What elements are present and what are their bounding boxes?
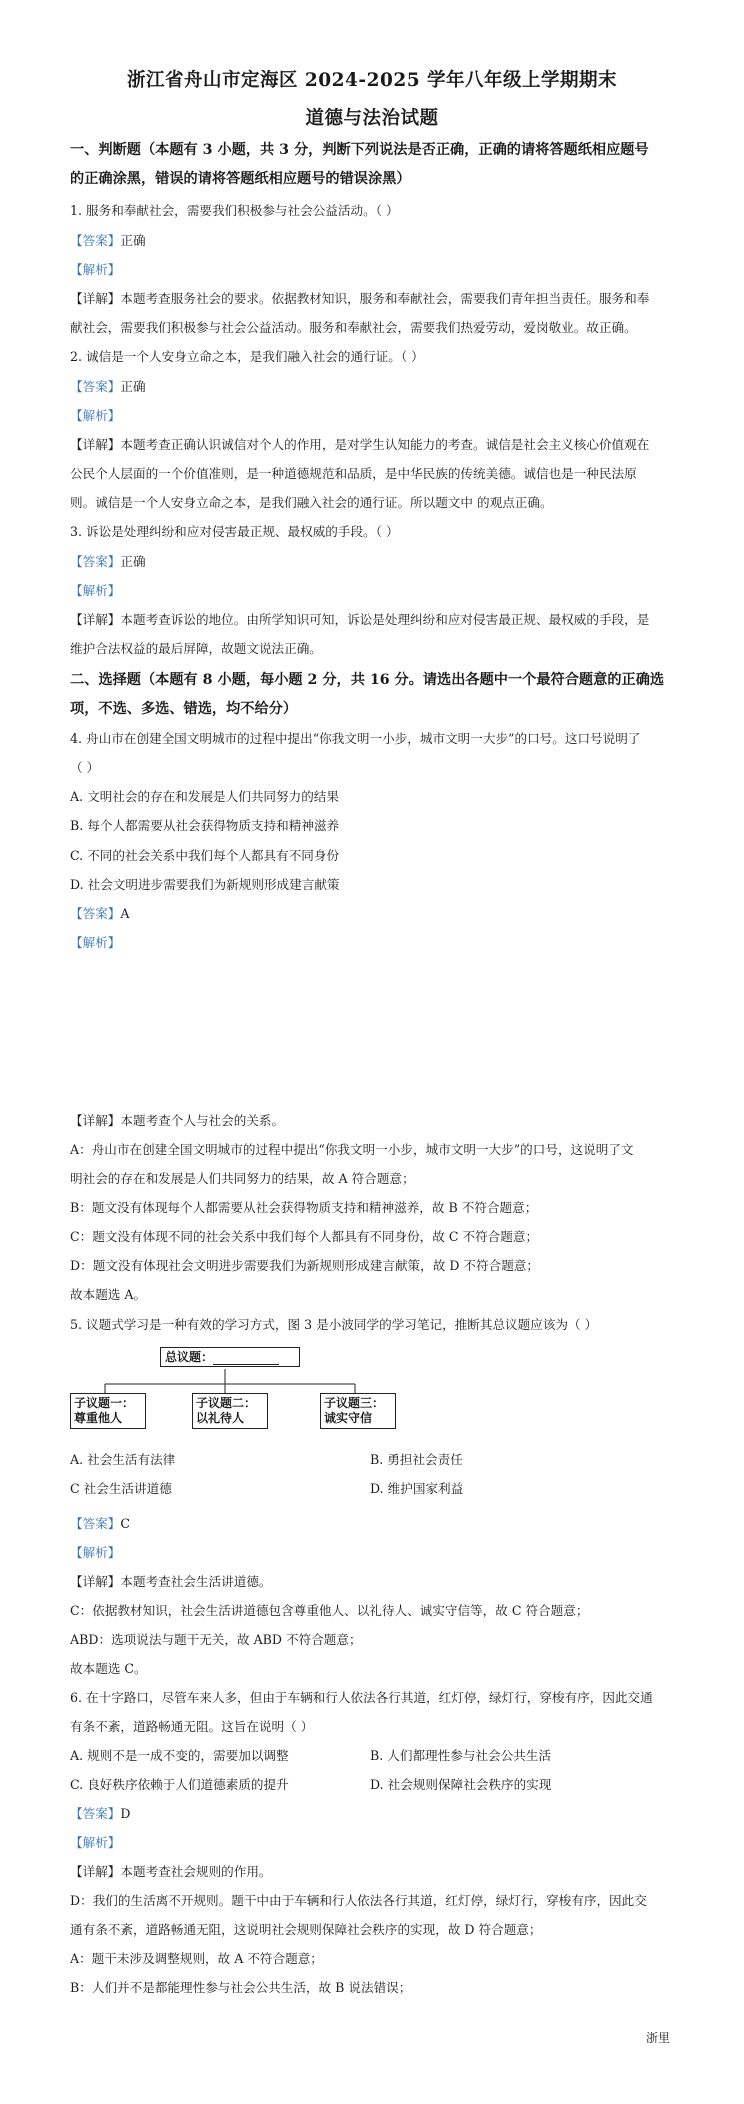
q5-text: 5. 议题式学习是一种有效的学习方式，图 3 是小波同学的学习笔记，推断其总议题应该为（ ） bbox=[70, 1317, 598, 1332]
q4-detail-line2: A：舟山市在创建全国文明城市的过程中提出“你我文明一小步，城市文明一大步”的口号，这说明了文 bbox=[70, 1142, 634, 1157]
topic-diagram bbox=[70, 1347, 420, 1437]
section1-heading bbox=[70, 136, 690, 194]
q3-detail-line2: 维护合法权益的最后屏障，故题文说法正确。 bbox=[70, 641, 322, 656]
q2-analysis-label: 【解析】 bbox=[70, 408, 121, 423]
q2-text: 2. 诚信是一个人安身立命之本，是我们融入社会的通行证。（ ） bbox=[70, 349, 424, 364]
q4-detail-line5: C：题文没有体现不同的社会关系中我们每个人都具有不同身份，故 C 不符合题意； bbox=[70, 1229, 539, 1244]
main-topic-label: 总议题： bbox=[165, 1350, 214, 1364]
q5-answer-value: C bbox=[120, 1516, 131, 1531]
q6-answer-value: D bbox=[120, 1806, 131, 1821]
answer-label: 【答案】 bbox=[70, 554, 121, 569]
section2-heading-line2: 项，不选、多选、错选，均不给分） bbox=[70, 701, 298, 717]
q4-option-d: D. 社会文明进步需要我们为新规则形成建言献策 bbox=[70, 877, 340, 892]
q4-option-a: A. 文明社会的存在和发展是人们共同努力的结果 bbox=[70, 789, 339, 804]
q1-answer bbox=[70, 230, 146, 249]
section2-heading bbox=[70, 666, 690, 724]
q5-detail-line2: C：依据教材知识，社会生活讲道德包含尊重他人、以礼待人、诚实守信等，故 C 符合题意； bbox=[70, 1603, 589, 1618]
q1-detail-line1: 【详解】本题考查服务社会的要求。依据教材知识，服务和奉献社会，需要我们青年担当责任。服务和奉 bbox=[70, 291, 650, 306]
q4-answer-value: A bbox=[120, 906, 130, 921]
q6-option-d: D. 社会规则保障社会秩序的实现 bbox=[370, 1777, 552, 1792]
answer-label: 【答案】 bbox=[70, 1516, 121, 1531]
q6-option-c: C. 良好秩序依赖于人们道德素质的提升 bbox=[70, 1777, 289, 1792]
sub-topic-2-value: 以礼待人 bbox=[196, 1411, 245, 1425]
q5-answer bbox=[70, 1513, 130, 1532]
q4-option-b: B. 每个人都需要从社会获得物质支持和精神滋养 bbox=[70, 818, 340, 833]
q4-analysis-label: 【解析】 bbox=[70, 935, 121, 950]
q5-detail-line1: 【详解】本题考查社会生活讲道德。 bbox=[70, 1574, 272, 1589]
q5-analysis-label: 【解析】 bbox=[70, 1545, 121, 1560]
q1-analysis-label: 【解析】 bbox=[70, 262, 121, 277]
sub-topic-1-value: 尊重他人 bbox=[74, 1411, 123, 1425]
answer-label: 【答案】 bbox=[70, 233, 121, 248]
q1-detail-line2: 献社会，需要我们积极参与社会公益活动。服务和奉献社会，需要我们热爱劳动，爱岗敬业。故正确。 bbox=[70, 320, 637, 335]
q4-answer bbox=[70, 903, 129, 922]
q6-detail-line3: 通有条不紊，道路畅通无阻，这说明社会规则保障社会秩序的实现，故 D 符合题意； bbox=[70, 1922, 542, 1937]
q4-text-line1: 4. 舟山市在创建全国文明城市的过程中提出“你我文明一小步，城市文明一大步”的口号。这口号说明了 bbox=[70, 731, 641, 746]
q6-analysis-label: 【解析】 bbox=[70, 1835, 121, 1850]
section2-heading-line1: 二、选择题（本题有 8 小题，每小题 2 分，共 16 分。请选出各题中一个最符合题意的正确选 bbox=[70, 672, 665, 688]
page-footer-watermark: 浙里 bbox=[646, 2031, 671, 2045]
sub-topic-2-label: 子议题二： bbox=[196, 1396, 257, 1410]
q4-option-c: C. 不同的社会关系中我们每个人都具有不同身份 bbox=[70, 848, 340, 863]
answer-label: 【答案】 bbox=[70, 379, 121, 394]
q2-answer-value: 正确 bbox=[120, 379, 146, 394]
answer-label: 【答案】 bbox=[70, 1806, 121, 1821]
q3-answer-value: 正确 bbox=[120, 554, 146, 569]
q4-text-line2: （ ） bbox=[70, 760, 100, 775]
q3-answer bbox=[70, 551, 146, 570]
exam-title-line1: 浙江省舟山市定海区 2024-2025 学年八年级上学期期末 bbox=[126, 70, 618, 91]
q4-detail-line6: D：题文没有体现社会文明进步需要我们为新规则形成建言献策，故 D 不符合题意； bbox=[70, 1258, 539, 1273]
sub-topic-3-value: 诚实守信 bbox=[324, 1411, 373, 1425]
q5-detail-line3: ABD：选项说法与题干无关，故 ABD 不符合题意； bbox=[70, 1632, 362, 1647]
main-topic-blank bbox=[213, 1352, 279, 1365]
q3-detail-line1: 【详解】本题考查诉讼的地位。由所学知识可知，诉讼是处理纠纷和应对侵害最正规、最权威的手段，是 bbox=[70, 612, 650, 627]
q6-detail-line1: 【详解】本题考查社会规则的作用。 bbox=[70, 1864, 272, 1879]
q1-text: 1. 服务和奉献社会，需要我们积极参与社会公益活动。（ ） bbox=[70, 203, 399, 218]
sub-topic-2-box bbox=[192, 1393, 268, 1429]
q5-detail-line4: 故本题选 C。 bbox=[70, 1661, 147, 1676]
sub-topic-3-label: 子议题三： bbox=[324, 1396, 385, 1410]
q6-text-line1: 6. 在十字路口，尽管车来人多，但由于车辆和行人依法各行其道，红灯停，绿灯行，穿梭有序，因此交通 bbox=[70, 1690, 653, 1705]
q6-detail-line2: D：我们的生活离不开规则。题干中由于车辆和行人依法各行其道，红灯停，绿灯行，穿梭有序，因此交 bbox=[70, 1893, 647, 1908]
q5-option-d: D. 维护国家利益 bbox=[370, 1481, 464, 1496]
q6-text-line2: 有条不紊，道路畅通无阻。这旨在说明（ ） bbox=[70, 1719, 314, 1734]
q4-detail-line4: B：题文没有体现每个人都需要从社会获得物质支持和精神滋养，故 B 不符合题意； bbox=[70, 1200, 538, 1215]
q4-detail-line1: 【详解】本题考查个人与社会的关系。 bbox=[70, 1113, 285, 1128]
q6-detail-line4: A：题干未涉及调整规则，故 A 不符合题意； bbox=[70, 1951, 323, 1966]
q2-detail-line3: 则。诚信是一个人安身立命之本，是我们融入社会的通行证。所以题文中 的观点正确。 bbox=[70, 495, 553, 510]
sub-topic-1-box bbox=[70, 1393, 146, 1429]
section1-heading-line2: 的正确涂黑，错误的请将答题纸相应题号的错误涂黑） bbox=[70, 171, 411, 187]
q2-detail-line1: 【详解】本题考查正确认识诚信对个人的作用，是对学生认知能力的考查。诚信是社会主义核心价值观在 bbox=[70, 437, 650, 452]
q2-answer bbox=[70, 376, 146, 395]
section1-heading-line1: 一、判断题（本题有 3 小题，共 3 分，判断下列说法是否正确，正确的请将答题纸相应题号 bbox=[70, 142, 649, 158]
sub-topic-3-box bbox=[320, 1393, 396, 1429]
q6-option-b: B. 人们都理性参与社会公共生活 bbox=[370, 1748, 551, 1763]
q4-detail-line7: 故本题选 A。 bbox=[70, 1287, 147, 1302]
exam-title-line2: 道德与法治试题 bbox=[305, 108, 439, 129]
q1-answer-value: 正确 bbox=[120, 233, 146, 248]
q6-detail-line5: B：人们并不是都能理性参与社会公共生活，故 B 说法错误； bbox=[70, 1980, 412, 1995]
q3-text: 3. 诉讼是处理纠纷和应对侵害最正规、最权威的手段。（ ） bbox=[70, 524, 399, 539]
answer-label: 【答案】 bbox=[70, 906, 121, 921]
q6-option-a: A. 规则不是一成不变的，需要加以调整 bbox=[70, 1748, 289, 1763]
main-topic-box bbox=[160, 1347, 300, 1367]
q5-option-b: B. 勇担社会责任 bbox=[370, 1452, 463, 1467]
q2-detail-line2: 公民个人层面的一个价值准则，是一种道德规范和品质，是中华民族的传统美德。诚信也是一种民法原 bbox=[70, 466, 637, 481]
q5-option-c: C 社会生活讲道德 bbox=[70, 1481, 172, 1496]
sub-topic-1-label: 子议题一： bbox=[74, 1396, 135, 1410]
q5-option-a: A. 社会生活有法律 bbox=[70, 1452, 176, 1467]
q6-answer bbox=[70, 1803, 130, 1822]
q3-analysis-label: 【解析】 bbox=[70, 583, 121, 598]
q4-detail-line3: 明社会的存在和发展是人们共同努力的结果，故 A 符合题意； bbox=[70, 1171, 415, 1186]
